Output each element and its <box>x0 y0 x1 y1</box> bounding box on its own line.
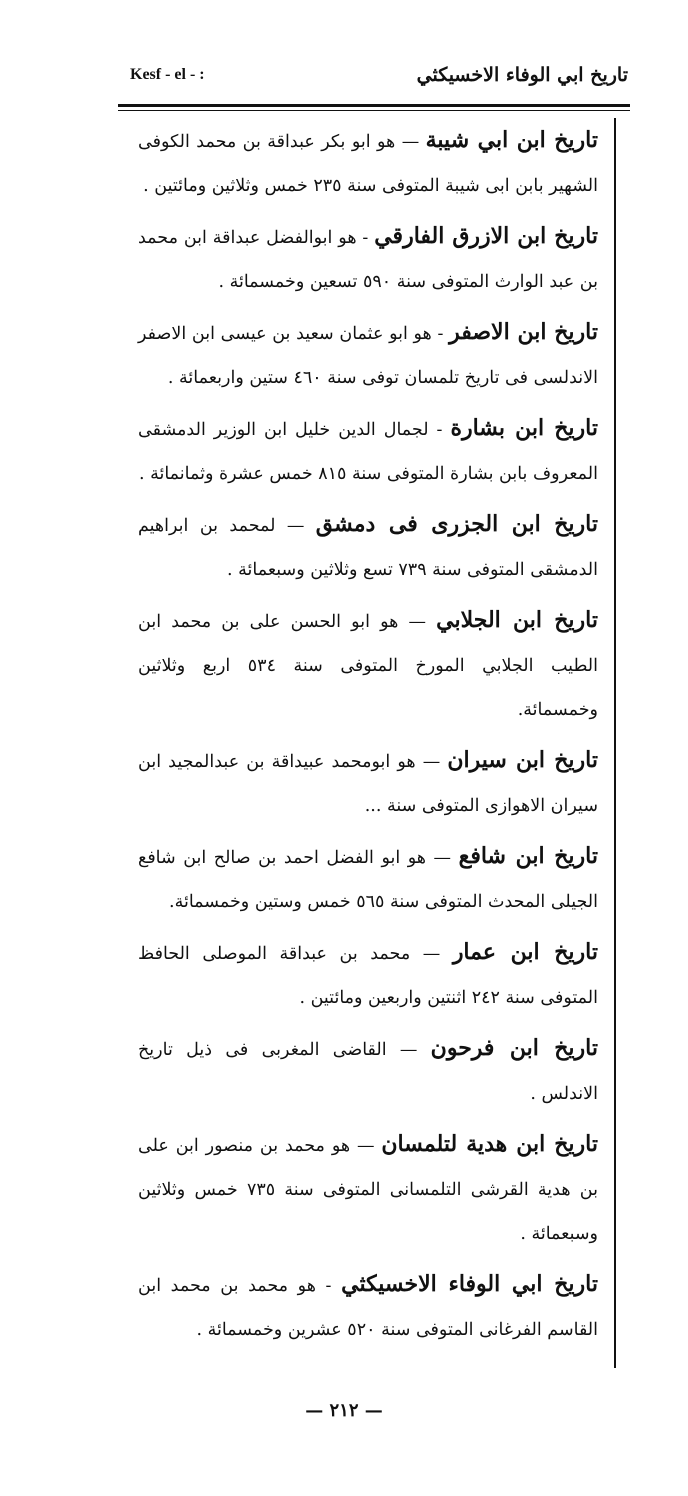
entry <box>138 1262 598 1352</box>
running-header <box>118 58 628 100</box>
entry-body: - هو ابوالفضل عبداقة ابن محمد بن عبد الوارث المتوفى سنة ٥٩٠ تسعين وخمسمائة . <box>138 228 598 292</box>
entry <box>138 834 598 924</box>
entry <box>138 1026 598 1116</box>
entry <box>138 930 598 1020</box>
page-number: — ٢١٢ — <box>305 1400 383 1421</box>
entry-body: - هو محمد بن محمد ابن القاسم الفرغانى المتوفى سنة ٥٢٠ عشرين وخمسمائة . <box>138 1276 598 1340</box>
entry-body: — محمد بن عبداقة الموصلى الحافظ المتوفى سنة ٢٤٢ اثنتين واربعين ومائتين . <box>138 944 598 1008</box>
entry-list <box>138 118 598 1352</box>
running-title: تاريخ ابي الوفاء الاخسيكثي <box>416 64 628 86</box>
entry-heading: تاريخ ابن سيران <box>447 747 598 773</box>
entry <box>138 598 598 732</box>
header-rule <box>118 104 630 107</box>
entry-heading: تاريخ ابن ابي شيبة <box>425 127 599 153</box>
entry-heading: تاريخ ابن هدية لتلمسان <box>381 1131 598 1157</box>
entry-heading: تاريخ ابن عمار <box>452 939 599 965</box>
header-rule-thin <box>118 110 630 111</box>
entry-heading: تاريخ ابن الازرق الفارقي <box>374 223 598 249</box>
entry-heading: تاريخ ابن فرحون <box>430 1035 598 1061</box>
entry <box>138 502 598 592</box>
entry-heading: تاريخ ابي الوفاء الاخسيكثي <box>341 1271 598 1297</box>
margin-rule <box>614 118 616 1368</box>
entry-heading: تاريخ ابن بشارة <box>450 415 598 441</box>
entry-body: - هو ابو عثمان سعيد بن عيسى ابن الاصفر الاندلسى فى تاريخ تلمسان توفى سنة ٤٦٠ ستين واربعمائة . <box>138 324 598 388</box>
entry-body: — القاضى المغربى فى ذيل تاريخ الاندلس . <box>138 1040 598 1104</box>
entry-body: — هو ابو الفضل احمد بن صالح ابن شافع الجيلى المحدث المتوفى سنة ٥٦٥ خمس وستين وخمسمائة. <box>138 848 598 912</box>
entry-body: — هو محمد بن منصور ابن على بن هدية القرشى التلمسانى المتوفى سنة ٧٣٥ خمس وثلاثين وسبعمائة . <box>138 1136 598 1244</box>
entry-heading: تاريخ ابن الجلابي <box>436 607 598 633</box>
entry-body: — لمحمد بن ابراهيم الدمشقى المتوفى سنة ٧٣٩ تسع وثلاثين وسبعمائة . <box>138 516 598 580</box>
entry <box>138 310 598 400</box>
entry <box>138 118 598 208</box>
entry-body: - لجمال الدين خليل ابن الوزير الدمشقى المعروف بابن بشارة المتوفى سنة ٨١٥ خمس عشرة وثمانمائة . <box>138 420 598 484</box>
entry <box>138 738 598 828</box>
entry-heading: تاريخ ابن شافع <box>458 843 599 869</box>
running-code: Kesf - el - : <box>130 66 205 83</box>
entry-body: — هو ابو بكر عبداقة بن محمد الكوفى الشهير بابن ابى شيبة المتوفى سنة ٢٣٥ خمس وثلاثين ومائتين . <box>138 132 598 196</box>
entry <box>138 406 598 496</box>
entry <box>138 1122 598 1256</box>
entry-heading: تاريخ ابن الاصفر <box>449 319 598 345</box>
entry-heading: تاريخ ابن الجزرى فى دمشق <box>315 511 598 537</box>
entry-body: — هو ابومحمد عبيداقة بن عبدالمجيد ابن سيران الاهوازى المتوفى سنة ... <box>138 752 598 816</box>
entry <box>138 214 598 304</box>
entry-body: — هو ابو الحسن على بن محمد ابن الطيب الجلابي المورخ المتوفى سنة ٥٣٤ اربع وثلاثين وخمسمائة. <box>138 612 598 720</box>
